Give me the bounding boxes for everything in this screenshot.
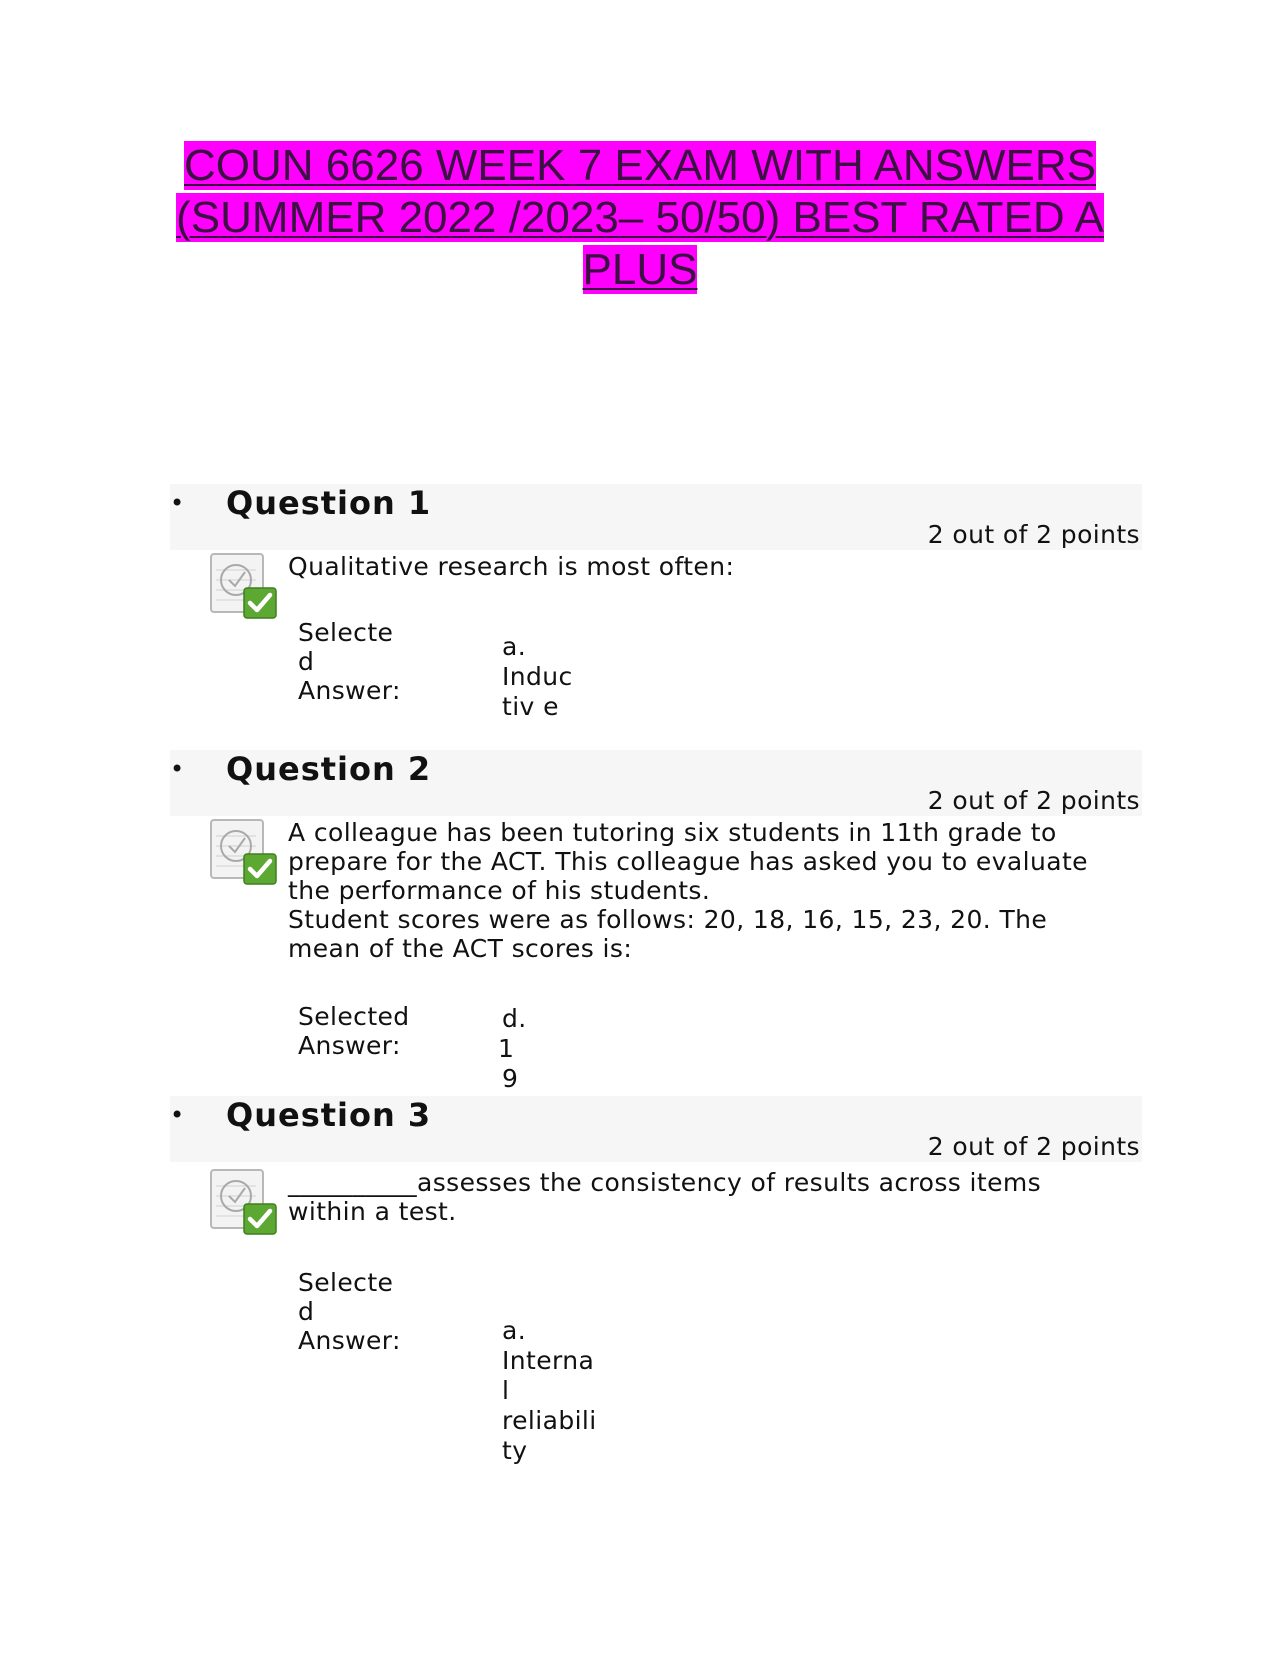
question-title: Question 1: [226, 484, 432, 522]
selected-answer-label: [298, 1002, 410, 1060]
question-text: [288, 552, 1158, 581]
label-line: d: [298, 1297, 315, 1326]
label-line: Selecte: [298, 618, 394, 647]
bullet: •: [170, 489, 185, 517]
question-points: 2 out of 2 points: [927, 786, 1140, 815]
correct-answer-check-icon: [208, 1166, 278, 1236]
question-title: Question 3: [226, 1096, 432, 1134]
answer-line: d.: [502, 1004, 527, 1033]
correct-answer-check-icon: [208, 816, 278, 886]
bullet: •: [170, 755, 185, 783]
question-text: [288, 818, 1158, 963]
question-text-line: A colleague has been tutoring six students in 11th grade to: [288, 818, 1057, 847]
title-line-3: PLUS: [582, 245, 698, 294]
selected-answer-value: [498, 1004, 527, 1094]
question-text-line: __________assesses the consistency of results across items: [288, 1168, 1042, 1197]
label-line: d: [298, 647, 315, 676]
question-text-line: mean of the ACT scores is:: [288, 934, 633, 963]
answer-line: Induc: [502, 662, 573, 691]
question-points: 2 out of 2 points: [927, 520, 1140, 549]
selected-answer-label: [298, 618, 401, 705]
answer-line: ty: [502, 1436, 528, 1465]
question-text-line: Student scores were as follows: 20, 18, 16, 15, 23, 20. The: [288, 905, 1048, 934]
selected-answer-value: [502, 1316, 597, 1466]
question-text: [288, 1168, 1158, 1226]
correct-answer-check-icon: [208, 550, 278, 620]
label-line: Answer:: [298, 1031, 401, 1060]
label-line: Answer:: [298, 676, 401, 705]
selected-answer-value: [502, 632, 573, 722]
question-text-line: the performance of his students.: [288, 876, 711, 905]
answer-line: a.: [502, 632, 527, 661]
label-line: Answer:: [298, 1326, 401, 1355]
answer-line: l: [502, 1376, 510, 1405]
title-line-1: COUN 6626 WEEK 7 EXAM WITH ANSWERS: [184, 141, 1096, 190]
answer-line: tiv e: [502, 692, 559, 721]
label-line: Selected: [298, 1002, 410, 1031]
question-text-line: Qualitative research is most often:: [288, 552, 735, 581]
title-line-2: (SUMMER 2022 /2023– 50/50) BEST RATED A: [176, 193, 1104, 242]
question-title: Question 2: [226, 750, 432, 788]
answer-line: a.: [502, 1316, 527, 1345]
selected-answer-label: [298, 1268, 401, 1355]
document-title: [140, 140, 1140, 296]
question-text-line: prepare for the ACT. This colleague has asked you to evaluate: [288, 847, 1088, 876]
answer-line: Interna: [502, 1346, 595, 1375]
answer-line: reliabili: [502, 1406, 597, 1435]
label-line: Selecte: [298, 1268, 394, 1297]
answer-line: 1: [498, 1034, 515, 1063]
question-text-line: within a test.: [288, 1197, 457, 1226]
question-points: 2 out of 2 points: [927, 1132, 1140, 1161]
answer-line: 9: [502, 1064, 519, 1093]
bullet: •: [170, 1101, 185, 1129]
